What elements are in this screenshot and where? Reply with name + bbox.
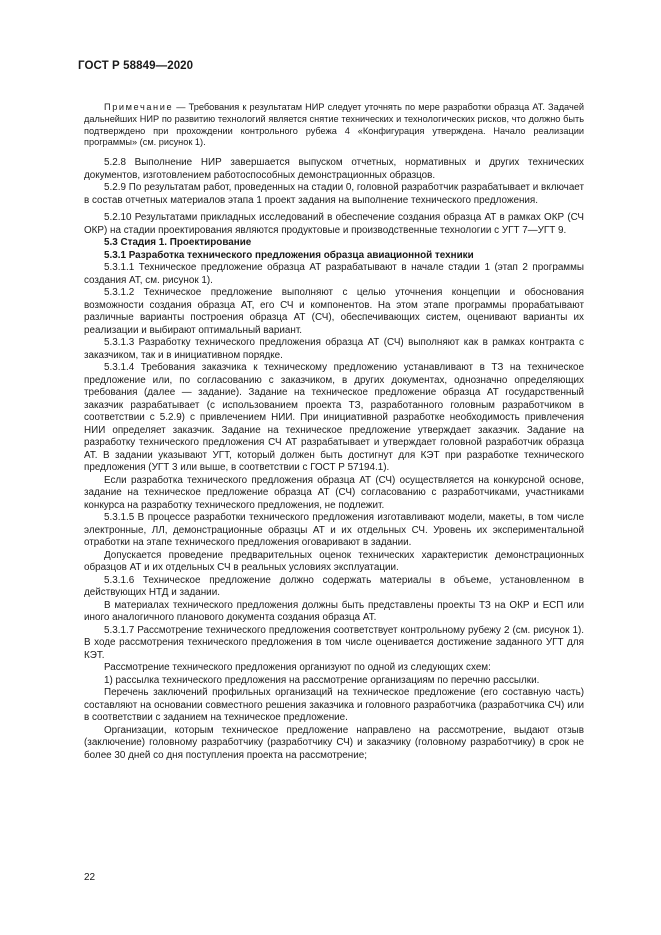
paragraph-5-3-1-6-materials: В материалах технического предложения должны быть представлены проекты ТЗ на ОКР и ЕСП или иного аналогичного планового документа создания образца АТ.: [84, 599, 584, 624]
paragraph-5-3-1-3: 5.3.1.3 Разработку технического предложения образца АТ (СЧ) выполняют как в рамках контракта с заказчиком, так и в инициативном порядке.: [84, 337, 584, 361]
paragraph-5-3-1-7-item-1: 1) рассылка технического предложения на рассмотрение организациям по перечню рассылки.: [104, 674, 540, 686]
note-text: — Требования к результатам НИР следует уточнять по мере разработки образца АТ. Задачей дальнейших НИР по развитию технологий является снятие технических и технологических рисков, что должно быть подтверждено при прохождении контрольного рубежа 4 «Конфигурация утверждена. Начало реализации программы» (см. рисунок 1).: [84, 102, 584, 148]
paragraph-5-3-1-5: 5.3.1.5 В процессе разработки технического предложения изготавливают модели, макеты, в том числе электронные, ЛЛ, демонстрационные образцы АТ и их отдельных СЧ. Уровень их экспериментальной отработки на этапе технического предложения оговаривают в задании.: [84, 512, 584, 549]
section-heading-5-3: 5.3 Стадия 1. Проектирование: [104, 237, 252, 249]
paragraph-5-3-1-4: 5.3.1.4 Требования заказчика к техническому предложению устанавливают в ТЗ на техническое предложение или, по согласованию с заказчиком, в других документах, однозначно определяющих требования (далее — задание). Задание на техническое предложение образца АТ государственный заказчик разрабатывает (с использованием проекта ТЗ, разработанного головным разработчиком в соответствии с 5.2.9) с привлечением НИИ. При инициативной разработке необходимость привлечения НИИ определяет заказчик. Задание на техническое предложение утверждает заказчик. Задание на разработку технического предложения СЧ АТ разрабатывает и утверждает головной разработчик образца АТ. В задании указывают УГТ, который должен быть достигнут для КЭТ при разработке технического предложения (УГТ 3 или выше, в соответствии с ГОСТ Р 57194.1).: [84, 362, 584, 474]
paragraph-5-3-1-7-schemes: Рассмотрение технического предложения организуют по одной из следующих схем:: [104, 662, 491, 674]
paragraph-5-3-1-6: 5.3.1.6 Техническое предложение должно содержать материалы в объеме, установленном в действующих НТД и задании.: [84, 574, 584, 599]
page-content: [84, 102, 584, 762]
paragraph-5-3-1-1: 5.3.1.1 Техническое предложение образца АТ разрабатывают в начале стадии 1 (этап 2 программы создания АТ, см. рисунок 1).: [84, 262, 584, 286]
note-lead: Примечание: [104, 102, 174, 112]
paragraph-5-3-1-7: 5.3.1.7 Рассмотрение технического предложения соответствует контрольному рубежу 2 (см. рисунок 1). В ходе рассмотрения технического предложения в том числе оценивается достижение заданного УГТ для КЭТ.: [84, 624, 584, 661]
note-paragraph: [84, 102, 584, 149]
page-number: 22: [84, 872, 96, 883]
document-code-header: ГОСТ Р 58849—2020: [78, 60, 194, 72]
paragraph-5-3-1-7-conclusions: Перечень заключений профильных организаций на техническое предложение (его составную часть) составляют на основании совместного решения заказчика и головного разработчика (разработчика СЧ) или в соответствии с заданием на техническое предложение.: [84, 687, 584, 724]
paragraph-5-2-8: 5.2.8 Выполнение НИР завершается выпуском отчетных, нормативных и других технических документов, изготовлением работоспособных демонстрационных образцов.: [84, 157, 584, 181]
paragraph-5-3-1-4-competitive: Если разработка технического предложения образца АТ (СЧ) осуществляется на конкурсной основе, задание на техническое предложение образца АТ (СЧ) согласованию с разработчиками, участниками конкурса на разработку технического предложения, не подлежит.: [84, 474, 584, 511]
paragraph-5-3-1-2: 5.3.1.2 Техническое предложение выполняют с целью уточнения концепции и обоснования возможности создания образца АТ, его СЧ и компонентов. На этом этапе программы прорабатывают различные варианты построения образца АТ (СЧ), обеспечивающих систем, оценивают варианты их реализации и выбирают оптимальный вариант.: [84, 287, 584, 336]
paragraph-5-2-9: 5.2.9 По результатам работ, проведенных на стадии 0, головной разработчик разрабатывает и включает в состав отчетных материалов этапа 1 проект задания на выполнение технического предложения.: [84, 182, 584, 206]
paragraph-5-3-1-5-assessment: Допускается проведение предварительных оценок технических характеристик демонстрационных образцов АТ и их отдельных СЧ в реальных условиях эксплуатации.: [84, 549, 584, 574]
paragraph-5-2-10: 5.2.10 Результатами прикладных исследований в обеспечение создания образца АТ в рамках ОКР (СЧ ОКР) на стадии проектирования являются продуктовые и производственные технологии с УГТ 7—УГТ 9.: [84, 212, 584, 236]
subsection-heading-5-3-1: 5.3.1 Разработка технического предложения образца авиационной техники: [104, 249, 474, 261]
paragraph-5-3-1-7-reviews: Организации, которым техническое предложение направлено на рассмотрение, выдают отзыв (заключение) головному разработчику (разработчику СЧ) и заказчику (головному разработчику) в срок не более 30 дней со дня поступления проекта на рассмотрение;: [84, 724, 584, 761]
